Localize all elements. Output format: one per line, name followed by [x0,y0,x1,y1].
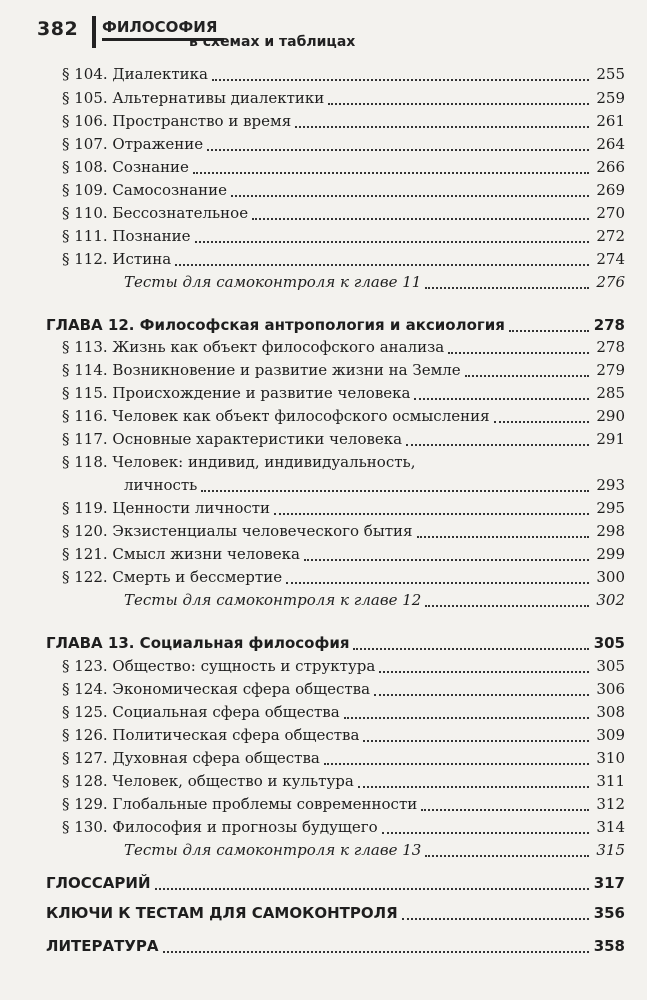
toc-entry [62,428,625,451]
toc-entry [62,202,625,225]
toc-entry-title: § 118. Человек: индивид, индивидуальность, [62,453,416,471]
toc-entry [62,87,625,110]
toc-entry-page: 293 [596,476,625,494]
toc-entry-page: 264 [596,135,625,153]
toc-entry [62,405,625,428]
toc-entry-title: ГЛАВА 12. Философская антропология и аксиология [46,316,505,334]
toc-entry [62,724,625,747]
dot-leader [421,809,589,811]
book-title: ФИЛОСОФИЯ [102,18,218,36]
dot-leader [252,218,589,220]
toc-entry-title: § 130. Философия и прогнозы будущего [62,818,378,836]
toc-entry-page: 255 [596,65,625,83]
dot-leader [425,605,589,607]
dot-leader [414,398,589,400]
toc-entry [62,793,625,816]
toc-entry-page: 309 [596,726,625,744]
dot-leader [328,103,589,105]
toc-entry-page: 302 [596,591,625,609]
dot-leader [344,717,589,719]
dot-leader [509,330,589,332]
toc-entry-page: 311 [596,772,625,790]
toc-entry-title: § 125. Социальная сфера общества [62,703,340,721]
toc-entry-page: 259 [596,89,625,107]
toc-entry-page: 317 [593,874,625,892]
toc-chapter-entry [46,902,625,925]
toc-entry-title: § 111. Познание [62,227,191,245]
toc-entry-page: 298 [596,522,625,540]
toc-entry-page: 279 [596,361,625,379]
toc-entry-title: § 106. Пространство и время [62,112,292,130]
dot-leader [286,582,589,584]
toc-entry-title: § 124. Экономическая сфера общества [62,680,371,698]
toc-entry [62,770,625,793]
dot-leader [374,694,589,696]
dot-leader [448,352,589,354]
toc-chapter-entry [46,314,625,337]
toc-entry [62,359,625,382]
toc-chapter-entry [46,872,625,895]
toc-entry-title: § 116. Человек как объект философского осмысления [62,407,490,425]
toc-entry [62,110,625,133]
dot-leader [175,264,589,266]
toc-entry-title: Тесты для самоконтроля к главе 13 [124,841,422,859]
dot-leader [274,513,589,515]
toc-entry [62,678,625,701]
toc-entry-title: § 123. Общество: сущность и структура [62,657,376,675]
dot-leader [207,149,589,151]
toc-entry-title: § 122. Смерть и бессмертие [62,568,283,586]
dot-leader [155,888,590,890]
toc-entry [62,225,625,248]
toc-entry-page: 278 [593,316,625,334]
toc-entry-page: 358 [593,937,625,955]
toc-entry [62,566,625,589]
toc-entry [62,248,625,271]
toc-entry-title: Тесты для самоконтроля к главе 12 [124,591,422,609]
dot-leader [465,375,589,377]
dot-leader [363,740,589,742]
dot-leader [406,444,589,446]
toc-entry [62,655,625,678]
toc-entry [62,451,625,474]
dot-leader [358,786,589,788]
toc-entry-title: § 114. Возникновение и развитие жизни на Земле [62,361,461,379]
toc-entry [62,63,625,86]
toc-entry-title: КЛЮЧИ К ТЕСТАМ ДЛЯ САМОКОНТРОЛЯ [46,904,398,922]
dot-leader [195,241,589,243]
book-subtitle: в схемах и таблицах [189,34,356,50]
toc-entry-title: § 108. Сознание [62,158,189,176]
toc-entry [62,336,625,359]
toc-entry-title: § 120. Экзистенциалы человеческого бытия [62,522,413,540]
toc-entry-title: § 104. Диалектика [62,65,208,83]
toc-entry-page: 306 [596,680,625,698]
toc-entry [62,133,625,156]
dot-leader [304,559,589,561]
dot-leader [212,79,589,81]
page-number: 382 [37,18,79,40]
dot-leader [425,287,589,289]
toc-entry-page: 315 [596,841,625,859]
dot-leader [382,832,589,834]
dot-leader [201,490,589,492]
toc-entry [62,520,625,543]
toc-test-entry [124,839,625,862]
dot-leader [193,172,589,174]
toc-entry-title: § 128. Человек, общество и культура [62,772,354,790]
toc-chapter-entry [46,632,625,655]
toc-entry-title: ГЛАВА 13. Социальная философия [46,634,350,652]
toc-entry-page: 299 [596,545,625,563]
toc-entry-page: 274 [596,250,625,268]
toc-test-entry [124,271,625,294]
toc-entry-page: 356 [593,904,625,922]
toc-entry [124,474,625,497]
toc-entry-page: 261 [596,112,625,130]
toc-entry-title: § 110. Бессознательное [62,204,249,222]
toc-entry-page: 285 [596,384,625,402]
toc-entry-page: 310 [596,749,625,767]
toc-entry-title: § 107. Отражение [62,135,204,153]
dot-leader [353,648,589,650]
toc-entry-title: § 117. Основные характеристики человека [62,430,403,448]
dot-leader [494,421,589,423]
toc-entry-title: личность [124,476,198,494]
dot-leader [163,951,590,953]
dot-leader [425,855,589,857]
toc-entry-page: 269 [596,181,625,199]
toc-entry-title: § 119. Ценности личности [62,499,271,517]
toc-entry-page: 312 [596,795,625,813]
toc-entry-page: 276 [596,273,625,291]
toc-entry-title: § 113. Жизнь как объект философского анализа [62,338,445,356]
toc-entry-page: 300 [596,568,625,586]
toc-entry-page: 314 [596,818,625,836]
toc-entry-page: 305 [596,657,625,675]
toc-entry-title: § 129. Глобальные проблемы современности [62,795,418,813]
toc-entry-page: 308 [596,703,625,721]
toc-entry-page: 290 [596,407,625,425]
toc-test-entry [124,589,625,612]
dot-leader [379,671,589,673]
toc-entry [62,543,625,566]
header-divider [92,16,96,48]
toc-entry [62,816,625,839]
toc-chapter-entry [46,935,625,958]
toc-entry-page: 272 [596,227,625,245]
toc-entry [62,747,625,770]
toc-entry [62,179,625,202]
toc-entry [62,497,625,520]
toc-entry-title: § 126. Политическая сфера общества [62,726,360,744]
running-header [37,14,637,54]
toc-entry-page: 295 [596,499,625,517]
toc-entry-title: ГЛОССАРИЙ [46,874,151,892]
toc-entry [62,156,625,179]
toc-entry-title: § 112. Истина [62,250,172,268]
toc-entry-title: ЛИТЕРАТУРА [46,937,159,955]
toc-entry-title: § 121. Смысл жизни человека [62,545,300,563]
toc-entry-title: § 115. Происхождение и развитие человека [62,384,411,402]
toc-entry-title: § 109. Самосознание [62,181,227,199]
toc-entry-title: § 127. Духовная сфера общества [62,749,320,767]
toc-entry-title: Тесты для самоконтроля к главе 11 [124,273,422,291]
toc-entry-page: 266 [596,158,625,176]
dot-leader [417,536,589,538]
toc-entry [62,382,625,405]
dot-leader [295,126,589,128]
toc-entry-page: 305 [593,634,625,652]
toc-entry-title: § 105. Альтернативы диалектики [62,89,325,107]
dot-leader [231,195,589,197]
toc-entry-page: 278 [596,338,625,356]
dot-leader [324,763,589,765]
dot-leader [402,918,589,920]
toc-entry-page: 291 [596,430,625,448]
toc-entry-page: 270 [596,204,625,222]
toc-entry [62,701,625,724]
